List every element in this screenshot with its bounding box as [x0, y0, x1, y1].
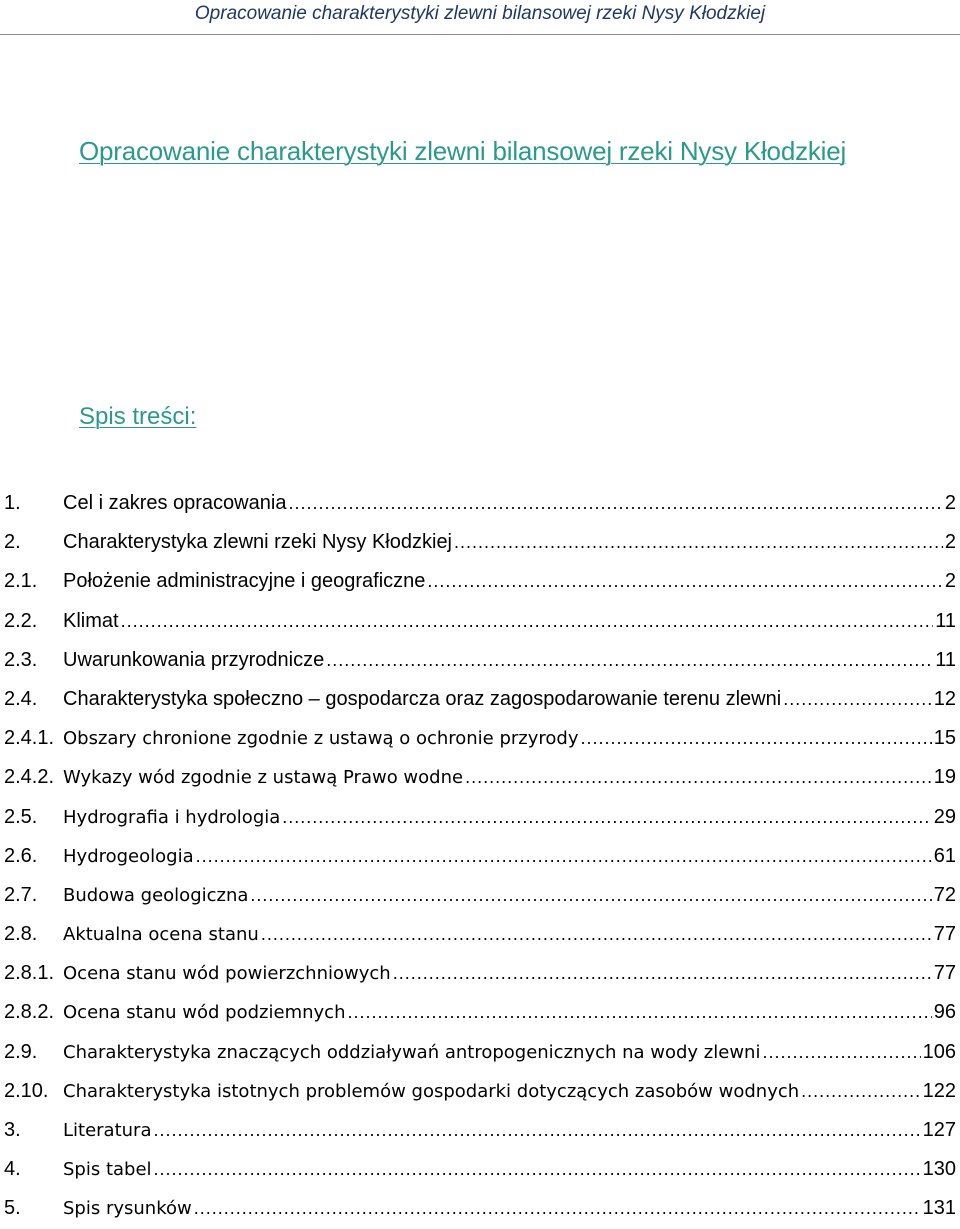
toc-entry[interactable] [4, 602, 956, 641]
running-header [0, 0, 960, 35]
toc-entry-label: Obszary chronione zgodnie z ustawą o ochronie przyrody [63, 728, 579, 750]
toc-dot-leader [347, 993, 931, 1032]
toc-entry-page: 77 [933, 923, 956, 946]
toc-entry-label: Ocena stanu wód powierzchniowych [63, 963, 391, 985]
toc-dot-leader [154, 1111, 921, 1150]
toc-entry[interactable] [4, 719, 956, 758]
toc-entry-label: Charakterystyka społeczno – gospodarcza oraz zagospodarowanie terenu zlewni [63, 687, 782, 710]
toc-entry-label: Klimat [63, 609, 119, 632]
toc-entry-page: 2 [944, 492, 956, 514]
toc-dot-leader [196, 837, 932, 876]
toc-entry-page: 61 [933, 844, 956, 867]
toc-entry-page: 11 [935, 609, 956, 632]
toc-entry-page: 127 [922, 1119, 956, 1141]
running-header-title: Opracowanie charakterystyki zlewni bilansowej rzeki Nysy Kłodzkiej [194, 3, 766, 24]
toc-entry[interactable] [4, 562, 956, 601]
toc-entry[interactable] [4, 484, 956, 523]
toc-entry-page: 12 [933, 687, 956, 710]
toc-entry-label: Położenie administracyjne i geograficzne [63, 570, 426, 593]
toc-entry-number: 2.7. [4, 883, 38, 906]
toc-heading-link[interactable]: Spis treści: [79, 403, 197, 430]
toc-entry-page: 77 [933, 962, 956, 985]
toc-entry-number: 2.5. [4, 805, 38, 828]
toc-entry-label: Hydrografia i hydrologia [63, 806, 281, 828]
toc-entry-number: 2.8.2. [4, 1001, 55, 1024]
toc-entry[interactable] [4, 1111, 956, 1150]
toc-entry[interactable] [4, 523, 956, 562]
toc-entry-page: 2 [944, 531, 956, 554]
toc-entry-number: 2.4.1. [4, 727, 55, 750]
toc-entry-number: 5. [4, 1197, 21, 1220]
toc-dot-leader [762, 1033, 920, 1072]
toc-entry-page: 2 [944, 570, 956, 593]
toc-dot-leader [250, 876, 931, 915]
toc-entry-number: 3. [4, 1119, 21, 1141]
toc-entry-number: 2. [4, 531, 21, 554]
toc-dot-leader [261, 915, 932, 954]
toc-dot-leader [194, 1189, 921, 1228]
toc-entry-page: 130 [922, 1158, 956, 1181]
toc-entry[interactable] [4, 680, 956, 719]
toc-dot-leader [783, 680, 932, 719]
toc-entry-number: 2.3. [4, 648, 38, 671]
toc-entry-label: Budowa geologiczna [63, 884, 249, 906]
toc-entry-label: Charakterystyka istotnych problemów gospodarki dotyczących zasobów wodnych [63, 1080, 800, 1102]
toc-entry[interactable] [4, 915, 956, 954]
toc-entry-label: Spis tabel [63, 1159, 152, 1181]
toc-entry-label: Charakterystyka znaczących oddziaływań antropogenicznych na wody zlewni [63, 1041, 761, 1063]
toc-entry-number: 2.8.1. [4, 962, 55, 985]
toc-entry-page: 29 [933, 805, 956, 828]
toc-entry-label: Spis rysunków [63, 1198, 192, 1220]
toc-entry-label: Wykazy wód zgodnie z ustawą Prawo wodne [63, 767, 464, 789]
toc-entry-label: Ocena stanu wód podziemnych [63, 1002, 346, 1024]
toc-entry-page: 106 [922, 1040, 956, 1063]
toc-dot-leader [454, 523, 943, 562]
toc-dot-leader [427, 562, 942, 601]
toc-dot-leader [465, 758, 932, 797]
toc-entry-number: 2.2. [4, 609, 38, 632]
toc-entry[interactable] [4, 1072, 956, 1111]
table-of-contents [4, 484, 956, 1229]
toc-dot-leader [393, 954, 932, 993]
toc-entry-number: 2.6. [4, 844, 38, 867]
toc-dot-leader [581, 719, 932, 758]
toc-entry-number: 1. [4, 492, 21, 514]
toc-entry-number: 2.10. [4, 1079, 49, 1102]
document-title-link[interactable]: Opracowanie charakterystyki zlewni bilansowej rzeki Nysy Kłodzkiej [79, 136, 847, 166]
toc-dot-leader [288, 484, 942, 523]
toc-dot-leader [326, 641, 933, 680]
toc-entry-number: 2.8. [4, 923, 38, 946]
toc-entry-page: 122 [922, 1079, 956, 1102]
toc-entry-label: Literatura [63, 1120, 152, 1141]
toc-entry-number: 2.9. [4, 1040, 38, 1063]
toc-entry[interactable] [4, 993, 956, 1032]
toc-entry-number: 2.1. [4, 570, 38, 593]
toc-entry[interactable] [4, 1189, 956, 1228]
toc-entry[interactable] [4, 876, 956, 915]
toc-entry-page: 96 [933, 1001, 956, 1024]
toc-entry-page: 131 [922, 1197, 956, 1220]
toc-entry-label: Uwarunkowania przyrodnicze [63, 648, 325, 671]
toc-entry-label: Cel i zakres opracowania [63, 492, 287, 514]
toc-dot-leader [282, 798, 931, 837]
toc-entry-page: 72 [933, 883, 956, 906]
toc-entry-page: 15 [933, 727, 956, 750]
toc-entry-number: 2.4.2. [4, 766, 55, 789]
toc-entry[interactable] [4, 1150, 956, 1189]
toc-entry[interactable] [4, 837, 956, 876]
toc-entry[interactable] [4, 954, 956, 993]
toc-entry-page: 11 [935, 648, 956, 671]
toc-entry[interactable] [4, 641, 956, 680]
toc-entry[interactable] [4, 758, 956, 797]
toc-entry[interactable] [4, 798, 956, 837]
toc-dot-leader [121, 602, 934, 641]
toc-entry-label: Charakterystyka zlewni rzeki Nysy Kłodzkiej [63, 531, 453, 554]
toc-dot-leader [154, 1150, 921, 1189]
toc-entry-label: Hydrogeologia [63, 845, 194, 867]
toc-entry[interactable] [4, 1033, 956, 1072]
toc-entry-number: 4. [4, 1158, 21, 1181]
toc-dot-leader [801, 1072, 920, 1111]
toc-entry-label: Aktualna ocena stanu [63, 924, 259, 946]
toc-entry-page: 19 [933, 766, 956, 789]
toc-entry-number: 2.4. [4, 687, 38, 710]
